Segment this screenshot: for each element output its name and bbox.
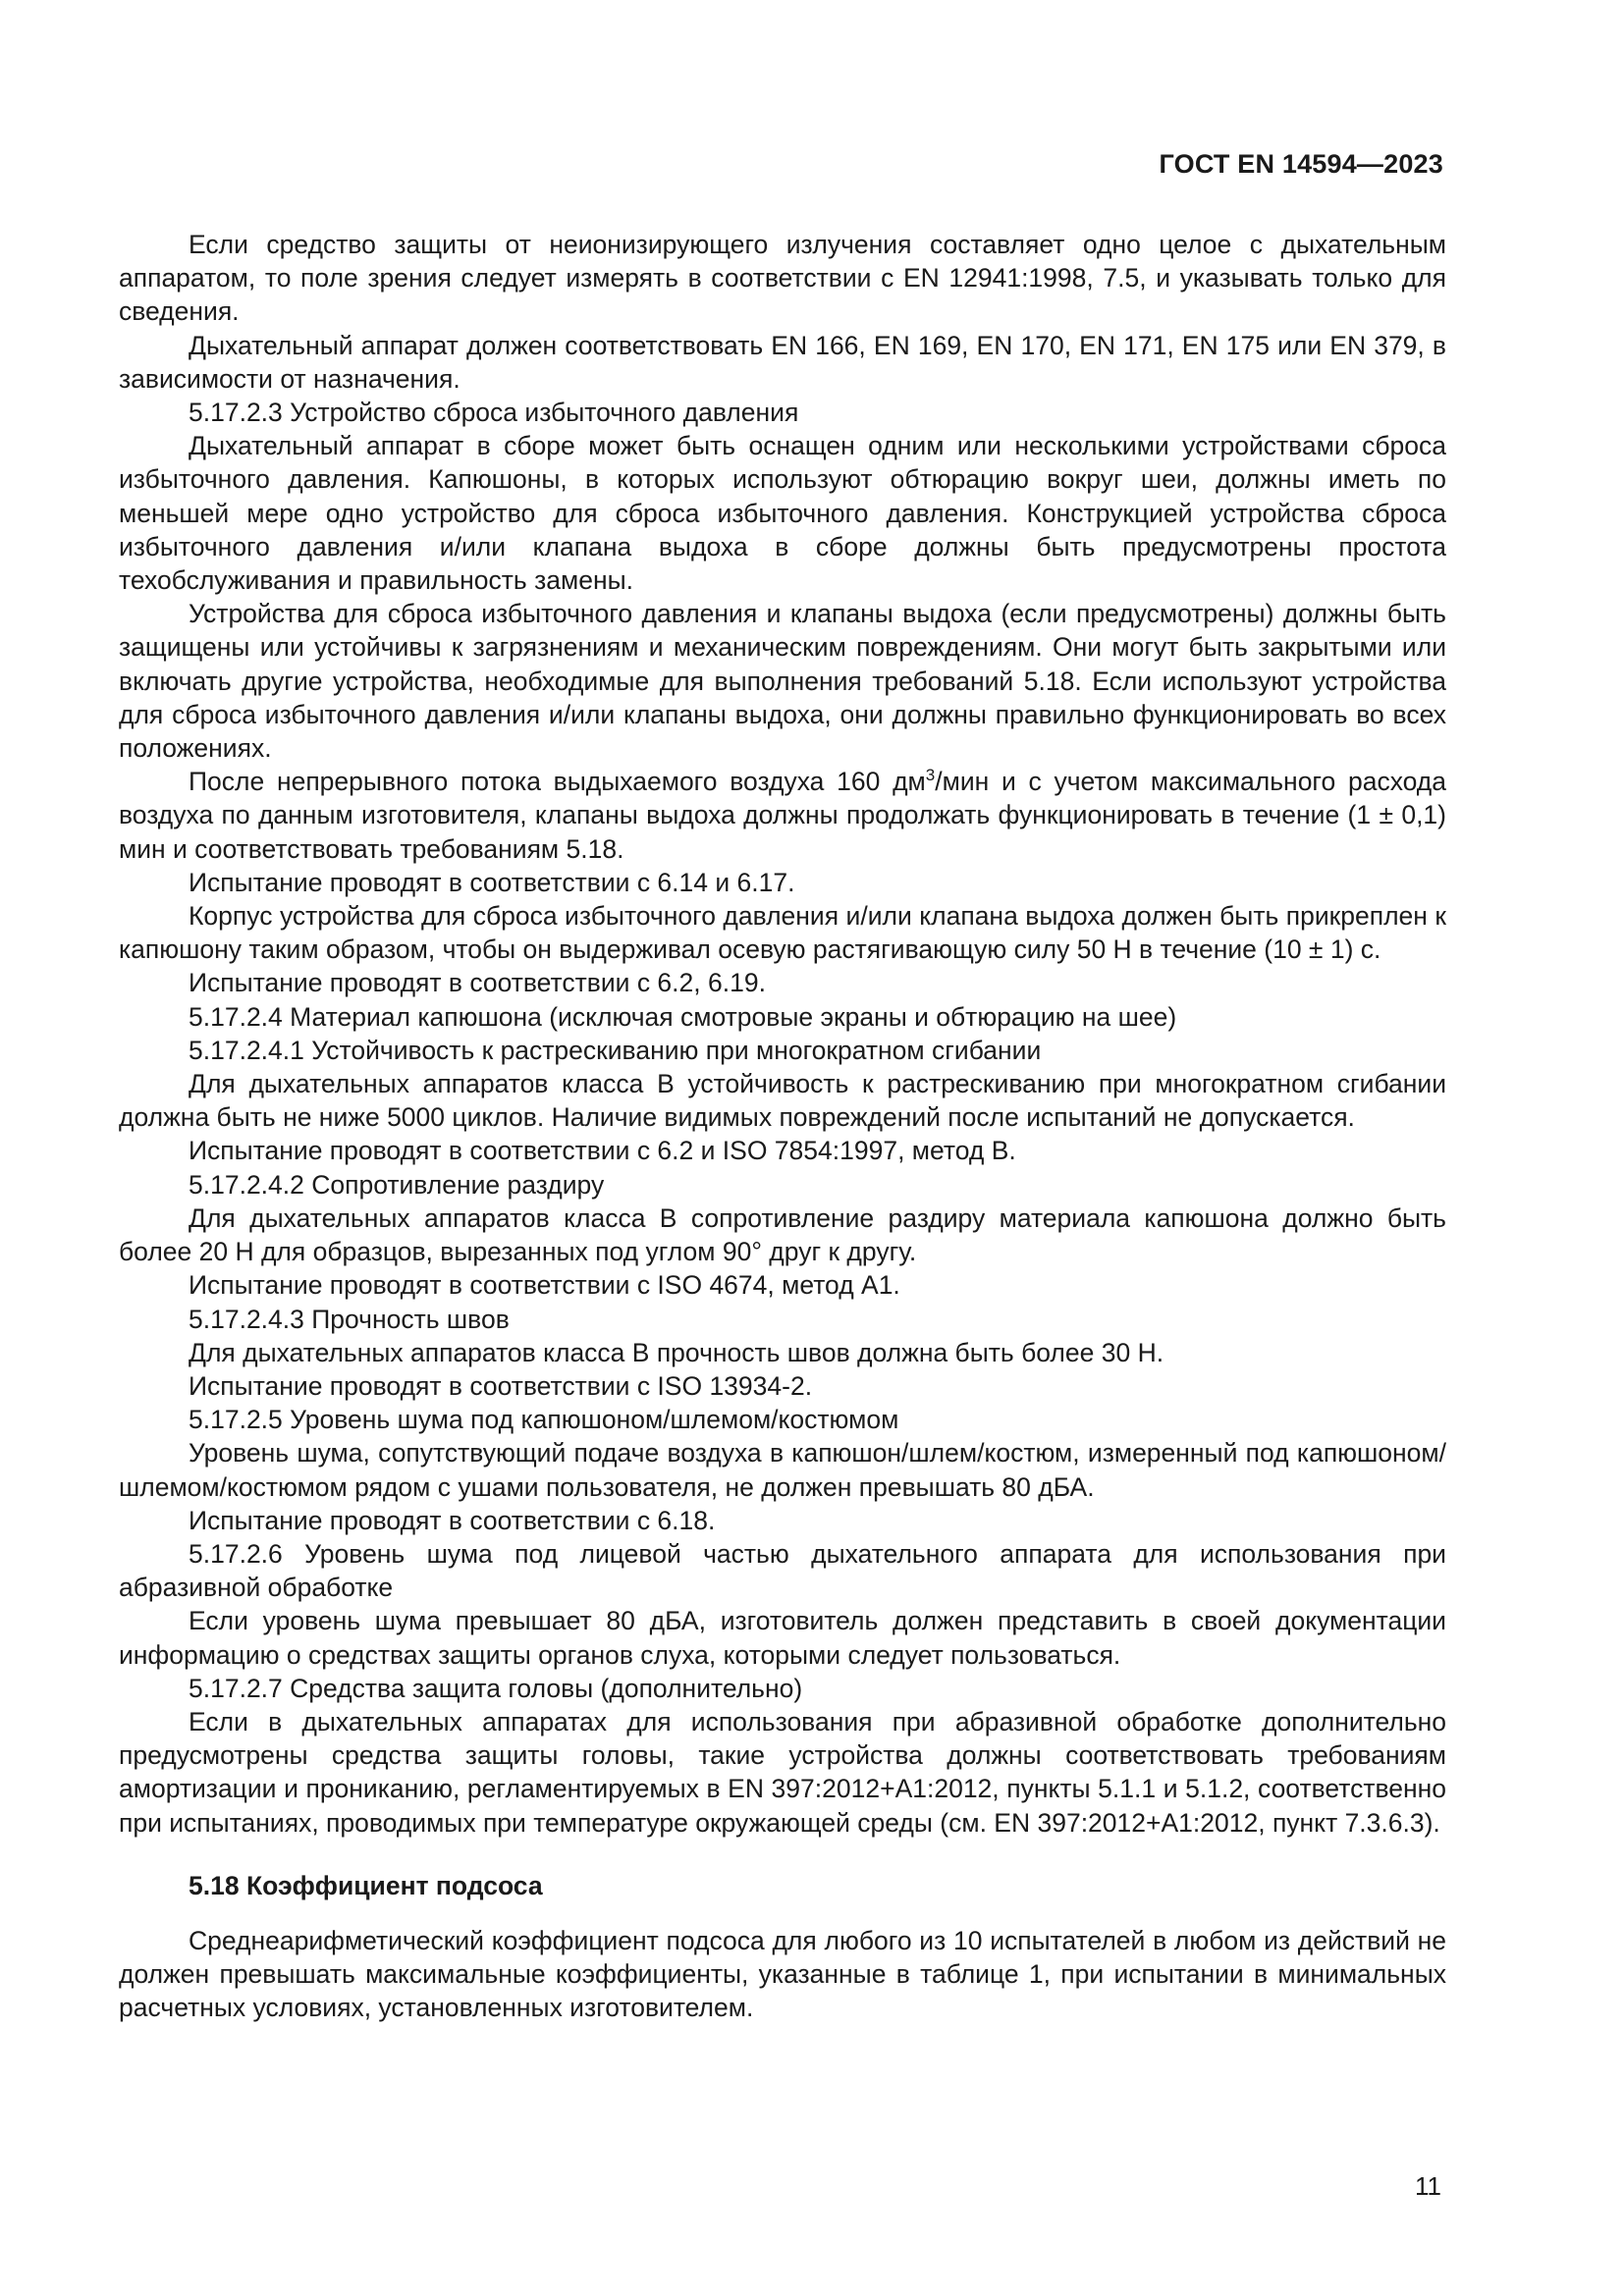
- paragraph: Если в дыхательных аппаратах для использования при абразивной обработке дополнительно предусмотрены средства защиты головы, такие устройства должны соответствовать требованиям амортизации и прониканию, регламентируемых в EN 397:2012+A1:2012, пункты 5.1.1 и 5.1.2, соответственно при испытаниях, проводимых при температуре окружающей среды (см. EN 397:2012+A1:2012, пункт 7.3.6.3).: [119, 1706, 1446, 1838]
- document-header: ГОСТ EN 14594—2023: [1159, 149, 1443, 179]
- subsection-heading: 5.17.2.6 Уровень шума под лицевой частью дыхательного аппарата для использования при абразивной обработке: [119, 1538, 1446, 1603]
- text-run: После непрерывного потока выдыхаемого воздуха 160 дм: [189, 767, 926, 797]
- paragraph: Испытание проводят в соответствии с 6.2 и ISO 7854:1997, метод В.: [189, 1136, 1016, 1166]
- paragraph: Испытание проводят в соответствии с ISO 4674, метод А1.: [189, 1270, 900, 1301]
- paragraph: [119, 765, 1446, 866]
- subsection-heading: 5.17.2.4.3 Прочность швов: [189, 1304, 510, 1334]
- paragraph: Для дыхательных аппаратов класса В прочность швов должна быть более 30 Н.: [189, 1337, 1164, 1367]
- paragraph: Корпус устройства для сброса избыточного давления и/или клапана выдоха должен быть прикреплен к капюшону таким образом, чтобы он выдерживал осевую растягивающую силу 50 Н в течение (10 ± 1) с.: [119, 901, 1446, 965]
- document-body: [119, 228, 1446, 2025]
- paragraph: Для дыхательных аппаратов класса В устойчивость к растрескиванию при многократном сгибании должна быть не ниже 5000 циклов. Наличие видимых повреждений после испытаний не допускается.: [119, 1069, 1446, 1133]
- section-title: 5.18 Коэффициент подсоса: [189, 1870, 543, 1900]
- paragraph: Дыхательный аппарат должен соответствовать EN 166, EN 169, EN 170, EN 171, EN 175 или EN 379, в зависимости от назначения.: [119, 330, 1446, 394]
- paragraph: Уровень шума, сопутствующий подаче воздуха в капюшон/шлем/костюм, измеренный под капюшоном/шлемом/костюмом рядом с ушами пользователя, не должен превышать 80 дБА.: [119, 1438, 1446, 1502]
- subsection-heading: 5.17.2.3 Устройство сброса избыточного давления: [189, 398, 799, 428]
- text-run: /мин и с учетом максимального расхода воздуха по данным изготовителя, клапаны выдоха должны продолжать функционировать в течение (1 ± 0,1) мин и соответствовать требованиям 5.18.: [119, 767, 1447, 864]
- subsection-heading: 5.17.2.5 Уровень шума под капюшоном/шлемом/костюмом: [189, 1405, 899, 1435]
- paragraph: Среднеарифметический коэффициент подсоса для любого из 10 испытателей в любом из действий не должен превышать максимальные коэффициенты, указанные в таблице 1, при испытании в минимальных расчетных условиях, установленных изготовителем.: [119, 1925, 1446, 2023]
- paragraph: Испытание проводят в соответствии с 6.18.: [189, 1505, 716, 1535]
- paragraph: Испытание проводят в соответствии с ISO 13934-2.: [189, 1370, 813, 1401]
- paragraph: Дыхательный аппарат в сборе может быть оснащен одним или несколькими устройствами сброса избыточного давления. Капюшоны, в которых используют обтюрацию вокруг шеи, должны иметь по меньшей мере одно устройство для сброса избыточного давления. Конструкцией устройства сброса избыточного давления и/или клапана выдоха в сборе должны быть предусмотрены простота техобслуживания и правильность замены.: [119, 431, 1446, 596]
- subsection-heading: 5.17.2.4.1 Устойчивость к растрескиванию при многократном сгибании: [189, 1035, 1042, 1065]
- page-number: 11: [1415, 2171, 1441, 2201]
- paragraph: Испытание проводят в соответствии с 6.2, 6.19.: [189, 968, 766, 998]
- superscript: 3: [925, 766, 936, 785]
- subsection-heading: 5.17.2.7 Средства защита головы (дополнительно): [189, 1673, 803, 1703]
- subsection-heading: 5.17.2.4 Материал капюшона (исключая смотровые экраны и обтюрацию на шее): [189, 1001, 1177, 1032]
- paragraph: Для дыхательных аппаратов класса В сопротивление раздиру материала капюшона должно быть более 20 Н для образцов, вырезанных под углом 90° друг к другу.: [119, 1202, 1446, 1267]
- paragraph: Испытание проводят в соответствии с 6.14 и 6.17.: [189, 867, 795, 897]
- paragraph: Устройства для сброса избыточного давления и клапаны выдоха (если предусмотрены) должны быть защищены или устойчивы к загрязнениям и механическим повреждениям. Они могут быть закрытыми или включать другие устройства, необходимые для выполнения требований 5.18. Если используют устройства для сброса избыточного давления и/или клапаны выдоха, они должны правильно функционировать во всех положениях.: [119, 599, 1446, 764]
- subsection-heading: 5.17.2.4.2 Сопротивление раздиру: [189, 1169, 605, 1200]
- paragraph: Если уровень шума превышает 80 дБА, изготовитель должен представить в своей документации информацию о средствах защиты органов слуха, которыми следует пользоваться.: [119, 1606, 1446, 1670]
- paragraph: Если средство защиты от неионизирующего излучения составляет одно целое с дыхательным аппаратом, то поле зрения следует измерять в соответствии с EN 12941:1998, 7.5, и указывать только для сведения.: [119, 230, 1446, 327]
